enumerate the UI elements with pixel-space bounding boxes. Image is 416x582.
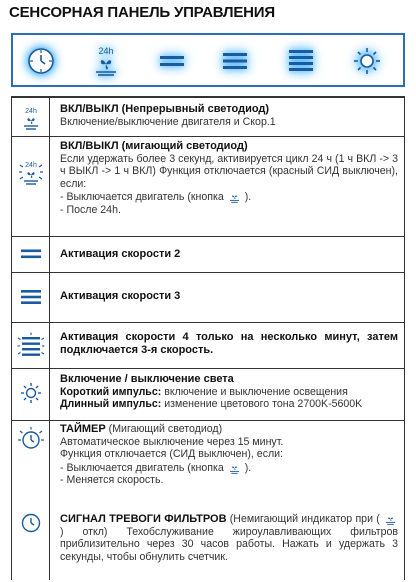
table-row-speed-2 [12, 236, 404, 273]
row-icon-cell [16, 382, 46, 404]
row-heading: Активация скорости 2 [60, 248, 181, 260]
panel-light-button[interactable] [349, 43, 385, 79]
table-row-speed-4 [12, 322, 404, 369]
row-heading: Включение / выключение света [60, 373, 234, 385]
fan-icon [228, 190, 241, 203]
speed-3-icon [221, 50, 249, 72]
row-description: Включение/выключение двигателя и Скор.1 [60, 115, 276, 128]
clock-icon [26, 46, 56, 76]
long-press-text: изменение цветового тона 2700K-5600K [164, 398, 363, 411]
row-heading: ВКЛ/ВЫКЛ (Непрерывный светодиод) [60, 103, 270, 115]
bullet-text-end: ). [244, 461, 252, 474]
row-icon-cell [16, 247, 46, 261]
bullet-text: - Выключается двигатель (кнопка [60, 191, 224, 204]
speed-2-icon [158, 51, 186, 71]
panel-speed-2-button[interactable] [154, 43, 190, 79]
page-title: СЕНСОРНАЯ ПАНЕЛЬ УПРАВЛЕНИЯ [9, 4, 275, 21]
panel-speed-4-button[interactable] [283, 43, 319, 79]
clock-icon [20, 512, 42, 534]
table-row-power-24h [12, 136, 404, 237]
row-description: Функция отключается (СИД выключен), если: [60, 448, 284, 461]
speed-2-icon [20, 247, 42, 261]
row-icon-cell [16, 512, 46, 534]
long-press-label: Длинный импульс: [60, 398, 162, 411]
table-row-light [12, 368, 404, 421]
row-heading: Активация скорости 4 только на несколько минут, затем подключается 3-я скорость. [60, 331, 398, 356]
light-icon [352, 46, 382, 76]
row-icon-cell [16, 158, 46, 188]
row-icon-cell [16, 106, 46, 130]
fan-24h-label: 24h [25, 162, 37, 169]
row-heading: СИГНАЛ ТРЕВОГИ ФИЛЬТРОВ [60, 513, 227, 525]
row-icon-cell [16, 288, 46, 306]
fan-24h-label: 24h [98, 46, 114, 56]
row-short-press [60, 386, 398, 399]
touch-panel [11, 33, 405, 87]
clock-blinking-icon [17, 426, 45, 452]
row-bullet: - После 24h. [60, 203, 121, 216]
table-row-timer-filter [12, 420, 404, 582]
row-description: Если удержать более 3 секунд, активируется цикл 24 ч (1 ч ВКЛ -> 3 ч ВЫКЛ -> 1 ч ВКЛ) Функция отключается (красный СИД выключен), если: [60, 152, 398, 190]
row-bullet: - Меняется скорость. [60, 474, 164, 487]
row-description-a: (Немигающий индикатор при ( [229, 513, 380, 525]
short-press-label: Короткий импульс: [60, 385, 162, 398]
row-description-b: ) откл) Техобслуживание жироулавливающих фильтров приблизительно через 30 часов работы. Нажать и удержать 3 секунды, чтобы обнулить счетчик. [60, 525, 398, 563]
short-press-text: включение и выключение освещения [164, 385, 348, 398]
row-icon-cell [16, 426, 46, 452]
table-row-speed-3 [12, 272, 404, 323]
row-icon-cell [16, 332, 46, 360]
fan-24h-icon [21, 106, 41, 130]
row-bullet [60, 461, 398, 475]
row-heading-note: (Мигающий светодиод) [108, 423, 223, 435]
timer-heading [60, 423, 398, 436]
panel-speed-3-button[interactable] [217, 43, 253, 79]
speed-4-icon [17, 332, 45, 360]
panel-clock-button[interactable] [23, 43, 59, 79]
panel-fan-24h-button[interactable] [88, 43, 124, 79]
table-row-power [12, 98, 404, 137]
fan-24h-blinking-icon [17, 158, 45, 188]
speed-4-icon [287, 47, 315, 75]
speed-3-icon [20, 288, 42, 306]
row-bullet [60, 190, 398, 204]
fan-24h-icon [90, 44, 122, 78]
fan-24h-label: 24h [25, 108, 37, 115]
bullet-text: - Выключается двигатель (кнопка [60, 461, 224, 474]
row-heading: Активация скорости 3 [60, 290, 181, 302]
fan-icon [384, 512, 397, 525]
row-description: Автоматическое выключение через 15 минут. [60, 435, 284, 448]
fan-icon [228, 461, 241, 474]
description-table [11, 96, 405, 580]
bullet-text-end: ). [244, 191, 252, 204]
row-heading: ТАЙМЕР [60, 423, 106, 435]
light-icon [20, 382, 42, 404]
row-heading: ВКЛ/ВЫКЛ (мигающий светодиод) [60, 140, 248, 152]
row-long-press [60, 398, 398, 411]
